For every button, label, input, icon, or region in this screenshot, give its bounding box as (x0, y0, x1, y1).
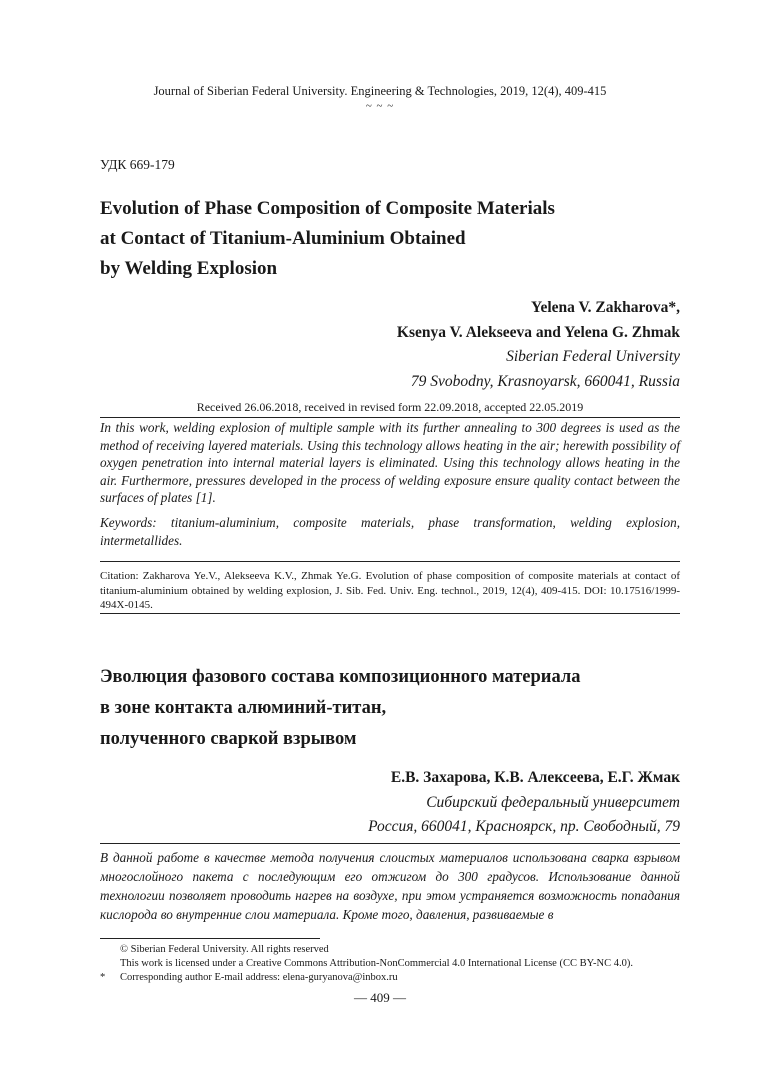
title-en-line-1: Evolution of Phase Composition of Composite Materials (100, 198, 555, 219)
authors-en-line-1: Yelena V. Zakharova*, (530, 299, 680, 316)
authors-block-ru (100, 766, 680, 840)
authors-en-line-2: Ksenya V. Alekseeva and Yelena G. Zhmak (396, 323, 680, 341)
title-en-line-2: at Contact of Titanium-Aluminium Obtained (100, 228, 466, 249)
footnote-asterisk: * (100, 972, 106, 983)
citation: Citation: Zakharova Ye.V., Alekseeva K.V., Zhmak Ye.G. Evolution of phase composition of composite materials at contact of titanium-aluminium obtained by welding explosion, J. Sib. Fed. Univ. Eng. technol., 2019, 12(4), 409-415. DOI: 10.17516/1999-494X-0145. (100, 570, 680, 611)
udk-code: УДК 669-179 (100, 157, 175, 172)
abstract-top-rule (100, 417, 680, 418)
abstract-ru: В данной работе в качестве метода получения слоистых материалов использована сварка взрывом многослойного пакета с последующим его отжигом до 300 градусов. Использование данной технологии позволяет проводить нагрев на воздухе, при этом устраняется возможность попадания кислорода во внутренние слои материала. Кроме того, давления, развиваемые в (100, 850, 680, 922)
title-ru-line-1: Эволюция фазового состава композиционного материала (100, 667, 581, 687)
title-ru-line-3: полученного сваркой взрывом (100, 729, 357, 749)
journal-header: Journal of Siberian Federal University. Engineering & Technologies, 2019, 12(4), 409-415 (153, 84, 607, 98)
abstract-en: In this work, welding explosion of multiple sample with its further annealing to 300 degrees is used as the method of receiving layered materials. Using this technology allows heating in the air; herewith possibility of oxygen penetration into internal material layers is eliminated. Using this technology allows heating in the air. Furthermore, pressures developed in the process of welding exposure ensure quality contact between the surfaces of plates [1]. (100, 420, 680, 505)
footnote-license: This work is licensed under a Creative Commons Attribution-NonCommercial 4.0 International License (CC BY-NC 4.0). (120, 958, 633, 969)
footnote-corresponding-text: Corresponding author E-mail address: elena-guryanova@inbox.ru (120, 972, 398, 983)
citation-bottom-rule (100, 613, 680, 614)
header-ornament: ~ ~ ~ (365, 100, 395, 112)
address-en: 79 Svobodny, Krasnoyarsk, 660041, Russia (410, 372, 680, 390)
received-dates: Received 26.06.2018, received in revised form 22.09.2018, accepted 22.05.2019 (196, 400, 584, 414)
page-number: — 409 — (354, 990, 406, 1005)
footnote-corresponding (100, 971, 700, 985)
title-en-line-3: by Welding Explosion (100, 258, 278, 279)
keywords-en: Keywords: titanium-aluminium, composite materials, phase transformation, welding explosion, intermetallides. (100, 515, 680, 548)
article-title-en (100, 194, 680, 284)
address-ru: Россия, 660041, Красноярск, пр. Свободный, 79 (368, 818, 680, 835)
authors-ru: Е.В. Захарова, К.В. Алексеева, Е.Г. Жмак (390, 769, 680, 786)
affiliation-en: Siberian Federal University (506, 348, 680, 365)
affiliation-ru: Сибирский федеральный университет (426, 793, 680, 811)
authors-block-en (100, 296, 680, 394)
citation-top-rule (100, 561, 680, 562)
footnote-rule (100, 938, 320, 939)
footnote-copyright: © Siberian Federal University. All rights reserved (120, 944, 329, 955)
title-ru-line-2: в зоне контакта алюминий-титан, (100, 698, 387, 718)
footnotes (100, 943, 700, 985)
article-title-ru (100, 662, 680, 755)
abstract-ru-top-rule (100, 843, 680, 844)
